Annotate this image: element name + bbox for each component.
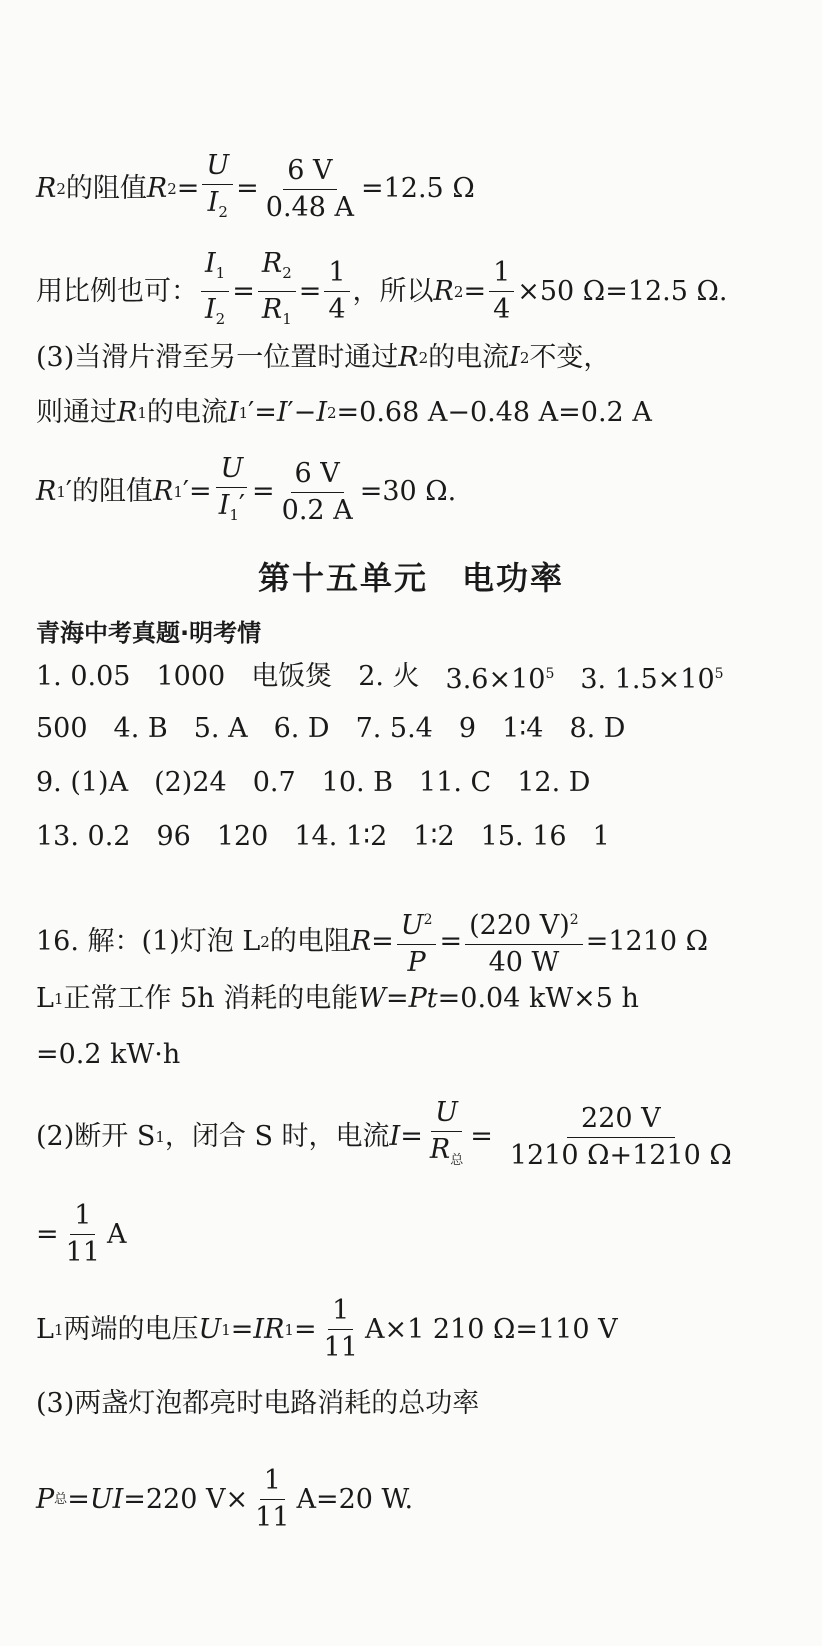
numerator: U [202, 150, 233, 185]
var-i: I [509, 342, 520, 373]
fraction-values [465, 904, 583, 979]
solution-line-8 [36, 1465, 413, 1534]
answer: 3. 1.5×10 [580, 664, 715, 695]
var-p: P [36, 1483, 55, 1515]
numerator: 1 [70, 1200, 95, 1235]
numerator: 1 [324, 257, 349, 292]
result: =1210 Ω [585, 925, 709, 957]
fraction-i1-i2 [201, 248, 229, 335]
fraction-r2-r1 [258, 248, 296, 335]
equals: = [463, 275, 487, 307]
var-i: I [276, 397, 288, 428]
text: (3)当滑片滑至另一位置时通过 [36, 342, 399, 373]
subscript: 2 [418, 349, 429, 367]
numerator: 6 V [291, 458, 344, 493]
text: 的电阻 [269, 925, 351, 957]
denominator: P [407, 947, 426, 978]
text: ′的阻值 [65, 476, 154, 507]
part3-line [36, 341, 610, 375]
text: ′− [287, 397, 317, 428]
fraction-1-4 [489, 257, 514, 326]
solution-line-5 [36, 1200, 126, 1269]
superscript: 2 [569, 912, 579, 928]
text: ，闭合 S 时，电流 [164, 1121, 390, 1152]
text: 用比例也可： [36, 275, 198, 307]
equals: = [371, 925, 394, 957]
solution-line-2 [36, 982, 639, 1016]
text: ′= [182, 476, 212, 507]
solution-line-1 [36, 904, 708, 979]
denominator: 40 W [488, 947, 560, 978]
var-r: R [36, 173, 57, 204]
answer: 2. 火 [358, 661, 420, 692]
text: 的电流 [428, 342, 510, 373]
answer: 3.6×10 [445, 664, 546, 695]
answer: 7. 5.4 [355, 713, 433, 744]
answers-row-4 [36, 820, 610, 854]
var-r: R [36, 476, 57, 507]
var-i: I [316, 397, 327, 428]
text: 则通过 [36, 397, 117, 428]
answer: (2)24 [154, 767, 227, 798]
superscript: 5 [714, 666, 724, 682]
numerator: 6 V [283, 155, 336, 190]
answer: 9 [458, 713, 477, 744]
var-r: R [117, 397, 138, 428]
denominator: I [218, 490, 230, 521]
text: L [36, 983, 54, 1014]
fraction-u-over-i1 [215, 453, 249, 531]
subscript: 1 [155, 1128, 165, 1146]
var-r: R [350, 925, 372, 957]
equals: = [176, 173, 200, 204]
var-i: I [389, 1121, 401, 1152]
result: =0.68 A−0.48 A=0.2 A [336, 397, 652, 428]
fraction-1-11 [251, 1465, 293, 1534]
denominator: R [429, 1134, 451, 1165]
denominator: I [205, 294, 216, 325]
prime: ′ [238, 490, 246, 521]
var-i: I [227, 397, 239, 428]
solution-line-4 [36, 1097, 749, 1177]
answer: 500 [36, 713, 88, 744]
subscript: 2 [519, 349, 530, 367]
equals: = [67, 1483, 90, 1515]
var-r: R [146, 173, 168, 204]
denominator: 4 [493, 294, 511, 325]
equals: = [385, 983, 409, 1014]
result: =0.04 kW×5 h [437, 983, 639, 1014]
answer: 12. D [517, 767, 591, 798]
numerator: U [400, 910, 424, 941]
numerator: (220 V) [469, 910, 570, 941]
fraction-values [262, 155, 358, 224]
superscript: 5 [545, 666, 555, 682]
var-r: R [398, 342, 419, 373]
subscript: 1 [282, 310, 292, 328]
equals: = [236, 173, 259, 204]
solution-line-3 [36, 1038, 180, 1072]
subscript: 1 [53, 990, 64, 1008]
fraction-u-over-i2 [202, 150, 233, 228]
equals: = [439, 925, 463, 957]
answers-row-2 [36, 712, 625, 746]
unit-title: 第十五单元 电功率 [257, 559, 564, 597]
answer: 1000 [156, 661, 226, 692]
equals: = [293, 1313, 317, 1345]
answer: 15. 16 [480, 821, 567, 852]
text: =220 V× [123, 1483, 249, 1515]
numerator: 220 V [567, 1103, 675, 1138]
result: =30 Ω. [359, 476, 457, 507]
numerator: U [216, 453, 247, 488]
subscript: 2 [326, 404, 337, 422]
denominator: 0.2 A [281, 494, 353, 526]
ratio-method-line [36, 248, 728, 335]
answer: 5. A [193, 713, 248, 744]
answer: 10. B [321, 767, 394, 798]
text: ，所以 [352, 275, 434, 307]
subscript: 1 [215, 264, 226, 282]
fraction-1-4 [324, 257, 349, 326]
var-ir: IR [253, 1313, 285, 1345]
equals: = [470, 1121, 493, 1152]
denominator: R [261, 294, 283, 325]
result: A=20 W. [296, 1483, 414, 1515]
text: (2)断开 S [36, 1121, 156, 1152]
subscript: 2 [282, 264, 292, 282]
text: (3)两盏灯泡都亮时电路消耗的总功率 [36, 1388, 480, 1419]
answer: 11. C [419, 767, 492, 798]
subscript: 1 [229, 506, 239, 524]
answer: 6. D [273, 713, 330, 744]
subscript: 2 [453, 282, 464, 301]
text: ′= [248, 397, 277, 428]
text: 16. 解：(1)灯泡 L [36, 925, 261, 957]
denominator: 1210 Ω+1210 Ω [509, 1139, 732, 1171]
section-heading: 青海中考真题·明考情 [36, 619, 262, 647]
answer: 1∶2 [413, 821, 455, 852]
text: 两端的电压 [63, 1313, 199, 1345]
var-r: R [153, 476, 174, 507]
fraction-values [496, 1103, 746, 1172]
var-pt: Pt [408, 983, 438, 1014]
text: 的阻值 [65, 173, 147, 204]
subscript: 1 [173, 483, 183, 501]
answer: 1 [592, 821, 610, 852]
answer: 13. 0.2 [36, 821, 131, 852]
result: =0.2 kW·h [36, 1039, 181, 1070]
var-ui: UI [89, 1483, 124, 1515]
numerator: I [205, 248, 216, 279]
answer: 14. 1∶2 [294, 821, 388, 852]
equals: = [232, 275, 255, 307]
subscript: 2 [215, 310, 226, 328]
var-r: R [433, 275, 454, 307]
fraction-u-over-r [426, 1097, 467, 1177]
subscript: 2 [260, 932, 270, 951]
text: L [36, 1313, 54, 1345]
subscript: 1 [221, 1320, 231, 1339]
r1-prime-line [36, 453, 456, 531]
equals: = [298, 275, 322, 307]
fraction-values [278, 458, 357, 527]
subscript: 总 [54, 1491, 68, 1507]
answer: 9. (1)A [36, 767, 129, 798]
subscript: 1 [238, 404, 249, 422]
subscript: 2 [218, 203, 228, 221]
subscript: 1 [53, 1320, 64, 1339]
denominator: 4 [328, 294, 346, 325]
fraction-1-11 [320, 1295, 362, 1364]
equals: = [252, 476, 275, 507]
equals: = [36, 1218, 59, 1250]
text: 不变， [529, 342, 611, 373]
denominator: 11 [65, 1237, 100, 1268]
numerator: R [261, 248, 283, 279]
unit: A [106, 1218, 127, 1250]
numerator: 1 [489, 257, 514, 292]
numerator: 1 [328, 1295, 353, 1330]
equals: = [400, 1121, 423, 1152]
subscript: 总 [450, 1153, 464, 1168]
denominator: 11 [323, 1332, 358, 1363]
fraction-1-11 [62, 1200, 104, 1269]
var-u: U [198, 1313, 222, 1345]
subscript: 2 [167, 180, 177, 198]
r2-resistance-line [36, 150, 475, 228]
subscript: 1 [284, 1320, 294, 1339]
denominator: I [207, 187, 219, 218]
answer: 4. B [113, 713, 168, 744]
solution-line-6 [36, 1295, 618, 1364]
answer: 120 [216, 821, 269, 852]
var-w: W [358, 983, 386, 1014]
result: ×50 Ω=12.5 Ω. [517, 275, 728, 307]
denominator: 11 [255, 1502, 290, 1533]
answer: 1∶4 [502, 713, 544, 744]
numerator: 1 [260, 1465, 285, 1500]
result: A×1 210 Ω=110 V [364, 1313, 618, 1345]
result: =12.5 Ω [361, 173, 475, 204]
superscript: 2 [423, 912, 433, 928]
text: 正常工作 5h 消耗的电能 [63, 983, 359, 1014]
subscript: 2 [56, 180, 66, 198]
answer: 0.7 [252, 767, 296, 798]
equals: = [230, 1313, 254, 1345]
current-i1-line [36, 396, 652, 430]
answers-row-1 [36, 657, 724, 697]
answers-row-3 [36, 766, 590, 800]
answer: 96 [156, 821, 191, 852]
answer: 1. 0.05 [36, 661, 131, 692]
numerator: U [431, 1097, 462, 1132]
subscript: 1 [137, 404, 147, 422]
answer: 电饭煲 [251, 661, 333, 692]
text: 的电流 [146, 397, 228, 428]
solution-line-7 [36, 1387, 479, 1421]
denominator: 0.48 A [265, 191, 354, 223]
fraction-u2-over-p [397, 904, 437, 979]
answer: 8. D [569, 713, 626, 744]
subscript: 1 [56, 483, 66, 501]
